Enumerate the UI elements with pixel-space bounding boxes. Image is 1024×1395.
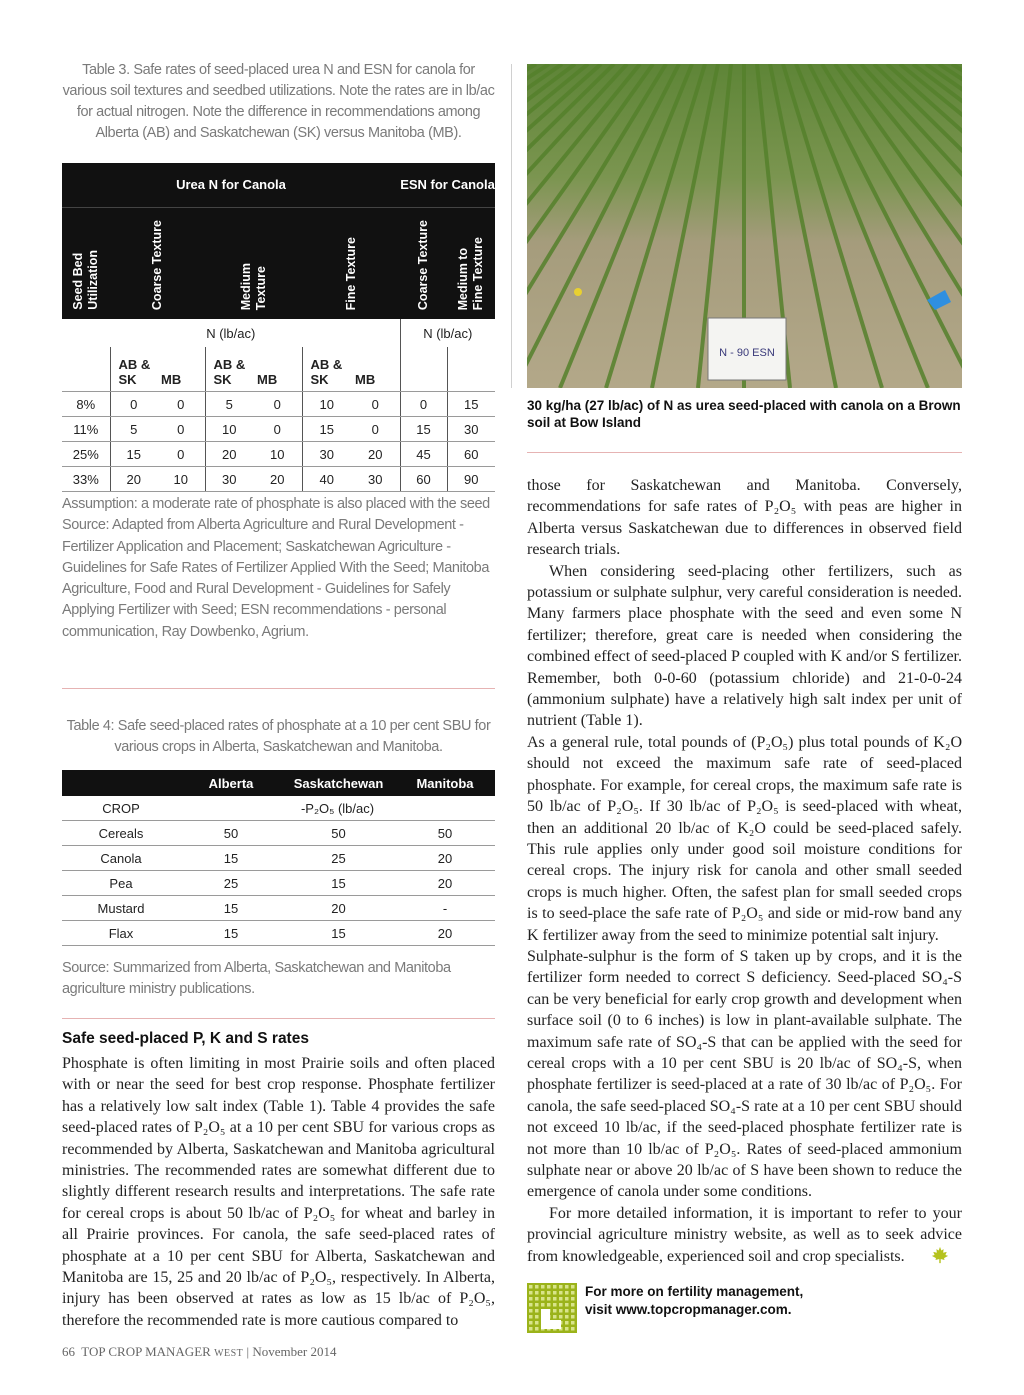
page-footer (62, 1344, 337, 1360)
field-photo (527, 64, 962, 388)
logo-dot (529, 1315, 533, 1319)
table3-column-header-row (62, 208, 495, 320)
logo-dot (571, 1285, 575, 1289)
crop-cell: Canola (62, 846, 180, 871)
logo-dot (571, 1315, 575, 1319)
logo-dot (553, 1303, 557, 1307)
logo-dot (535, 1321, 539, 1325)
table-row (62, 896, 495, 921)
value-cell: 20 (395, 846, 495, 871)
value-cell: 10 (205, 417, 253, 442)
logo-dot (571, 1327, 575, 1331)
logo-dot (565, 1321, 569, 1325)
logo-dot (541, 1291, 545, 1295)
table-row (62, 871, 495, 896)
col-header-urea-coarse (110, 208, 205, 320)
value-cell: 0 (157, 417, 205, 442)
col-header-esn-medium-fine (447, 208, 495, 320)
logo-dot (553, 1309, 557, 1313)
logo-dot (553, 1285, 557, 1289)
value-cell: 15 (282, 921, 395, 946)
value-cell: 90 (447, 467, 495, 492)
table4-caption: Table 4: Safe seed-placed rates of phosphate at a 10 per cent SBU for various crops in Alberta, Saskatchewan and Manitoba. (66, 718, 491, 755)
header-saskatchewan: Saskatchewan (282, 770, 395, 796)
logo-dot (529, 1285, 533, 1289)
subheader-empty (400, 347, 447, 392)
photo-caption: 30 kg/ha (27 lb/ac) of N as urea seed-placed with canola on a Brown soil at Bow Island (527, 398, 961, 430)
col-header-urea-medium (205, 208, 302, 320)
header-manitoba: Manitoba (395, 770, 495, 796)
unit-urea: N (lb/ac) (206, 325, 256, 341)
value-cell: 60 (400, 467, 447, 492)
paragraph: When considering seed-placing other fertilizers, such as potassium or sulphate sulphur, very careful consideration is needed. Many farmers place phosphate with the seed and even some N fertilizer; therefore, great care is needed when considering the combined effect of seed-placed P coupled with K and/or S fertilizer. Remember, both 0-0-60 (potassium chloride) and 21-0-0-24 (ammonium sulphate) have a relatively high salt index per unit of nutrient (Table 1). (527, 562, 962, 730)
issue-date: November 2014 (252, 1344, 337, 1359)
logo-dot (535, 1315, 539, 1319)
logo-dot (535, 1285, 539, 1289)
logo-dot (529, 1291, 533, 1295)
logo-dot (571, 1321, 575, 1325)
value-cell: 15 (302, 417, 351, 442)
magazine-edition: WEST (214, 1348, 244, 1359)
col-header-urea-fine (302, 208, 400, 320)
value-cell: 0 (400, 392, 447, 417)
table-row (62, 392, 495, 417)
value-cell: 10 (157, 467, 205, 492)
table3-notes (62, 494, 495, 643)
col-header-text: Coarse Texture (150, 219, 164, 310)
value-cell: 20 (253, 467, 302, 492)
value-cell: 15 (282, 871, 395, 896)
table-row (62, 442, 495, 467)
logo-dot (547, 1303, 551, 1307)
maple-leaf-icon (909, 1246, 927, 1264)
flower-speck (574, 288, 582, 296)
subheader-mb: MB (157, 347, 205, 392)
value-cell: 20 (351, 442, 400, 467)
logo-dot (565, 1285, 569, 1289)
table3-subheader-row (62, 347, 495, 392)
divider (62, 1018, 495, 1019)
logo-dot (565, 1291, 569, 1295)
grid-logo-icon (527, 1283, 577, 1333)
value-cell: 0 (253, 417, 302, 442)
logo-dot (529, 1297, 533, 1301)
table3-assumption: Assumption: a moderate rate of phosphate is also placed with the seed (62, 496, 490, 512)
value-cell: 20 (282, 896, 395, 921)
value-cell: 0 (110, 392, 157, 417)
subheader-ab-sk: AB & SK (110, 347, 157, 392)
value-cell: 40 (302, 467, 351, 492)
paragraph-text: For more detailed information, it is important to refer to your provincial agriculture ministry website, as well as to seek advice from knowledgeable, experienced soil and crop specialists. (527, 1204, 962, 1265)
value-cell: 15 (180, 896, 282, 921)
logo-dot (529, 1321, 533, 1325)
value-cell: 25 (180, 871, 282, 896)
value-cell: 0 (253, 392, 302, 417)
header-alberta: Alberta (180, 770, 282, 796)
value-cell: 50 (282, 821, 395, 846)
logo-dot (535, 1291, 539, 1295)
logo-dot (559, 1291, 563, 1295)
value-cell: 20 (205, 442, 253, 467)
paragraph: Sulphate-sulphur is the form of S taken up by crops, and it is the fertilizer form needed to correct S deficiency. Seed-placed SO₄-S can be very beneficial for early crop growth and development when surface soil (0 to 6 inches) is low in plant-available sulphate. The maximum safe rate of SO₄-S that can be applied with the seed for cereal crops with a 10 per cent SBU is 20 lb/ac of SO₄-S, when phosphate fertilizer is seed-placed at a rate of 30 lb/ac of P₂O₅. For canola, the safe seed-placed SO₄-S rate at a 10 per cent SBU should not exceed 10 lb/ac, if the seed-placed phosphate fertilizer rate is not more than 10 lb/ac of P₂O₅. Rates of seed-placed ammonium sulphate near or above 20 lb/ac of S have been shown to reduce the emergence of canola under some conditions. (527, 947, 962, 1201)
logo-dot (535, 1303, 539, 1307)
value-cell: 15 (400, 417, 447, 442)
table3-group-header-row (62, 163, 495, 208)
logo-dot (565, 1297, 569, 1301)
logo-dot (565, 1303, 569, 1307)
logo-dot (535, 1309, 539, 1313)
value-cell: 30 (447, 417, 495, 442)
subheader-mb: MB (253, 347, 302, 392)
col-header-text: Seed Bed Utilization (71, 250, 100, 310)
unit-label: -P₂O₅ (lb/ac) (180, 796, 495, 821)
logo-dot (553, 1315, 557, 1319)
magazine-name: TOP CROP MANAGER (81, 1344, 211, 1359)
table4-source: Source: Summarized from Alberta, Saskatchewan and Manitoba agriculture ministry publications. (62, 960, 451, 998)
unit-esn: N (lb/ac) (400, 319, 495, 347)
logo-dot (547, 1291, 551, 1295)
value-cell: 25 (282, 846, 395, 871)
value-cell: 0 (157, 392, 205, 417)
crop-cell: Flax (62, 921, 180, 946)
value-cell: 50 (180, 821, 282, 846)
paragraph: Phosphate is often limiting in most Prairie soils and often placed with or near the seed for best crop response. Phosphate fertilizer has a relatively low salt index (Table 1). Table 4 provides the safe seed-placed rates of P₂O₅ at a 10 per cent SBU for various crops as recommended by Alberta, Saskatchewan and Manitoba agricultural ministries. The recommended rates are somewhat different due to slightly different research results and interpretations. The safe rate for cereal crops is about 50 lb/ac of P₂O₅ for wheat and barley in all Prairie provinces. For canola, the safe seed-placed rates of phosphate at a 10 per cent SBU for Alberta, Saskatchewan and Manitoba are 15, 25 and 20 lb/ac of P₂O₅, respectively. In Alberta, injury has been observed at rates as low as 15 lb/ac of P₂O₅, therefore the recommended rate is more cautious compared to (62, 1055, 495, 1329)
logo-dot (547, 1285, 551, 1289)
logo-dot (535, 1327, 539, 1331)
value-cell: 45 (400, 442, 447, 467)
col-header-text: Medium Texture (238, 262, 268, 310)
logo-dot (535, 1297, 539, 1301)
col-header-text: Fine Texture (343, 236, 358, 310)
value-cell: 5 (110, 417, 157, 442)
promo-box (527, 1283, 962, 1335)
col-header-text: Coarse Texture (416, 219, 430, 310)
logo-dot (541, 1297, 545, 1301)
table4-header-row (62, 770, 495, 796)
paragraph: As a general rule, total pounds of (P₂O₅) plus total pounds of K₂O should not exceed the maximum safe rate of seed-placed phosphate. For example, for cereal crops, the maximum safe rate is 50 lb/ac of P₂O₅. If 30 lb/ac of P₂O₅ is seed-placed with wheat, then an additional 20 lb/ac of K₂O could be seed-placed safely. This rule applies only under good soil moisture conditions for cereal crops. The injury risk for canola and other small seeded crops is much higher. Often, the safest plan for small seeded crops is to seed-place the safe rate of P₂O₅ and side or mid-row band any K fertilizer away from the seed to minimize potential salt injury. (527, 733, 962, 944)
table4-unit-row (62, 796, 495, 821)
crop-cell: Cereals (62, 821, 180, 846)
logo-dot (571, 1291, 575, 1295)
value-cell: 15 (110, 442, 157, 467)
logo-dot (565, 1327, 569, 1331)
logo-dot (571, 1303, 575, 1307)
logo-dot (553, 1291, 557, 1295)
sbu-cell: 25% (62, 442, 110, 467)
logo-dot (559, 1303, 563, 1307)
value-cell: 15 (447, 392, 495, 417)
sign-text: N - 90 ESN (719, 347, 775, 359)
section-heading: Safe seed-placed P, K and S rates (62, 1030, 309, 1047)
crop-cell: Mustard (62, 896, 180, 921)
section-body (62, 1053, 495, 1331)
value-cell: 30 (205, 467, 253, 492)
value-cell: 0 (351, 417, 400, 442)
header-empty (62, 770, 180, 796)
value-cell: 60 (447, 442, 495, 467)
table3-unit-row (62, 319, 495, 347)
col-header-seedbed (62, 208, 110, 320)
column-divider (511, 64, 512, 388)
field-photo-image (527, 64, 962, 388)
logo-dot (559, 1285, 563, 1289)
value-cell: 20 (395, 921, 495, 946)
divider (527, 452, 962, 453)
table3-source: Source: Adapted from Alberta Agriculture and Rural Development - Fertilizer Application and Placement; Saskatchewan Agriculture - Guidelines for Safe Rates of Fertilizer Applied With the Seed; Manitoba Agriculture, Food and Rural Development - Guidelines for Safely Applying Fertilizer with Seed; ESN recommendations - personal communication, Ray Dowbenko, Agrium. (62, 517, 489, 640)
table3 (62, 163, 495, 492)
value-cell: 10 (253, 442, 302, 467)
footer-separator: | (246, 1344, 250, 1359)
subheader-ab-sk: AB & SK (205, 347, 253, 392)
value-cell: 20 (110, 467, 157, 492)
value-cell: 15 (180, 846, 282, 871)
value-cell: 30 (351, 467, 400, 492)
logo-dot (565, 1315, 569, 1319)
sbu-cell: 11% (62, 417, 110, 442)
table-row (62, 467, 495, 492)
value-cell: 0 (157, 442, 205, 467)
crop-label: CROP (62, 796, 180, 821)
logo-dot (529, 1309, 533, 1313)
table-row (62, 921, 495, 946)
logo-dot (547, 1297, 551, 1301)
subheader-ab-sk: AB & SK (302, 347, 351, 392)
divider (62, 688, 495, 689)
paragraph: those for Saskatchewan and Manitoba. Conversely, recommendations for safe rates of P₂O₅ with peas are higher in Alberta versus Saskatchewan due to differences in observed field research trials. (527, 477, 962, 559)
promo-text (585, 1283, 803, 1319)
value-cell: 5 (205, 392, 253, 417)
group-esn-header: ESN for Canola (400, 163, 495, 208)
col-header-esn-coarse (400, 208, 447, 320)
plot-sign (708, 318, 786, 380)
paragraph-last (527, 1203, 962, 1267)
value-cell: 15 (180, 921, 282, 946)
logo-dot (559, 1315, 563, 1319)
logo-dot (559, 1297, 563, 1301)
value-cell: 20 (395, 871, 495, 896)
table-row (62, 821, 495, 846)
table3-caption: Table 3. Safe rates of seed-placed urea N and ESN for canola for various soil textures and seedbed utilizations. Note the rates are in lb/ac for actual nitrogen. Note the difference in recommendations among Alberta (AB) and Saskatchewan (SK) versus Manitoba (MB). (62, 62, 495, 141)
value-cell: 0 (351, 392, 400, 417)
subheader-mb: MB (351, 347, 400, 392)
promo-line1: For more on fertility management, (585, 1284, 804, 1299)
value-cell: - (395, 896, 495, 921)
logo-dot (529, 1327, 533, 1331)
logo-dot (553, 1297, 557, 1301)
promo-link[interactable]: visit www.topcropmanager.com. (585, 1302, 792, 1317)
subheader-empty (447, 347, 495, 392)
logo-dot (571, 1297, 575, 1301)
logo-dot (571, 1309, 575, 1313)
crop-cell: Pea (62, 871, 180, 896)
article-body (527, 475, 962, 1267)
group-urea-header: Urea N for Canola (62, 163, 400, 208)
logo-dot (541, 1285, 545, 1289)
logo-dot (541, 1303, 545, 1307)
table4 (62, 770, 495, 946)
value-cell: 50 (395, 821, 495, 846)
page-number: 66 (62, 1344, 75, 1359)
value-cell: 30 (302, 442, 351, 467)
logo-dot (559, 1309, 563, 1313)
logo-dot (529, 1303, 533, 1307)
sbu-cell: 33% (62, 467, 110, 492)
col-header-text: Medium to Fine Texture (456, 236, 485, 310)
subheader-empty (62, 347, 110, 392)
logo-dot (565, 1309, 569, 1313)
table-row (62, 417, 495, 442)
table-row (62, 846, 495, 871)
value-cell: 10 (302, 392, 351, 417)
sbu-cell: 8% (62, 392, 110, 417)
